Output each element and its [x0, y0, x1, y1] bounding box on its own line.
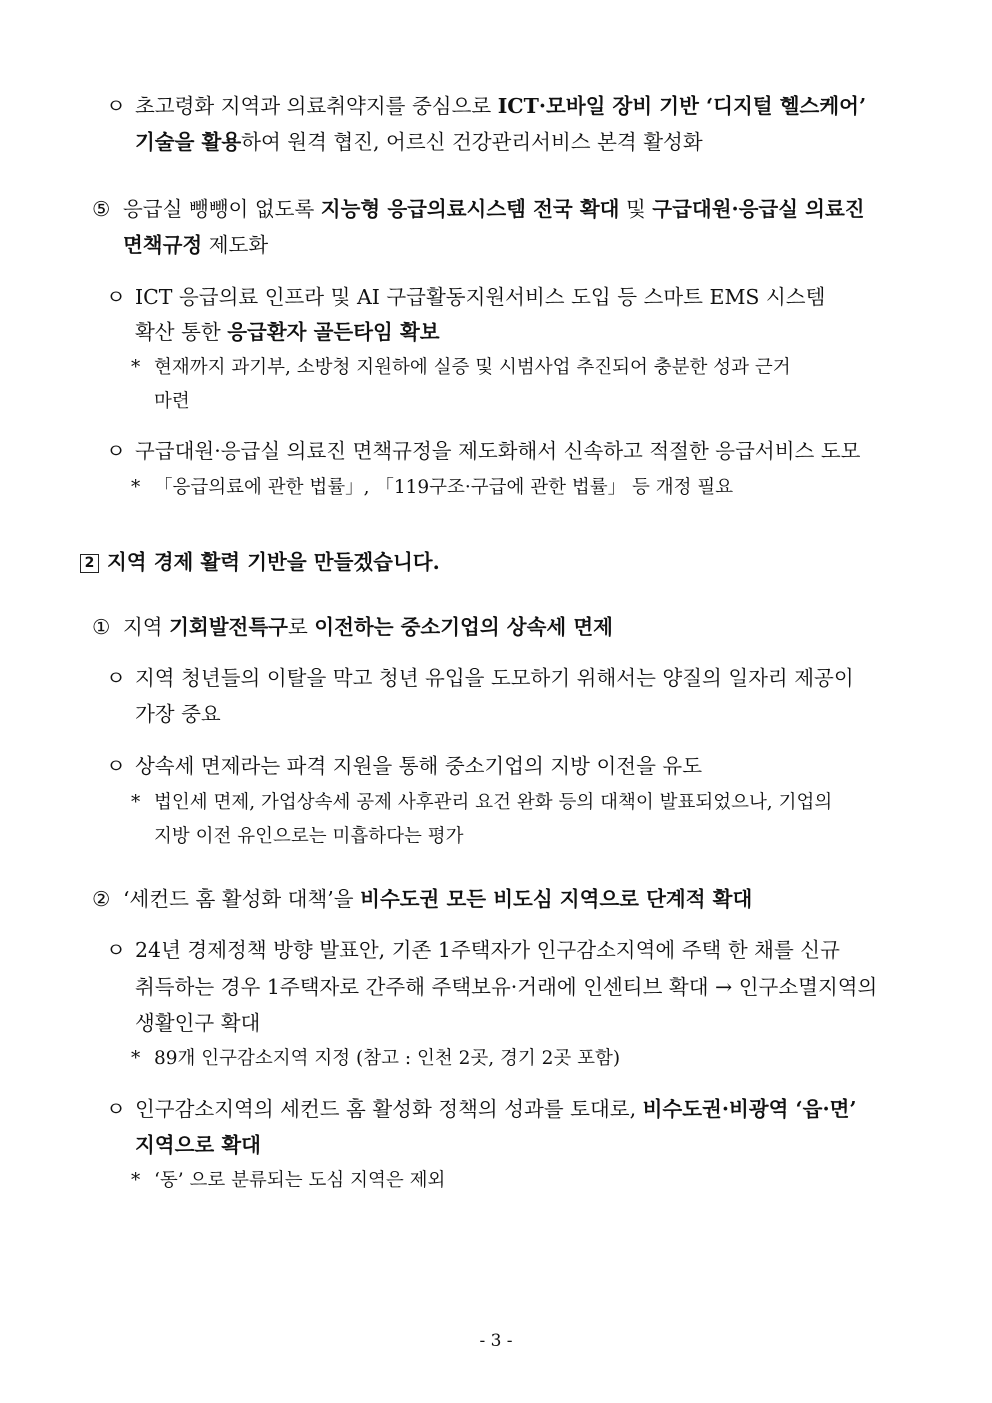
- bullet-marker: ㅇ: [106, 285, 126, 309]
- text-run: 인구감소지역의 세컨드 홈 활성화 정책의 성과를 토대로,: [135, 1097, 643, 1121]
- text-run: 초고령화 지역과 의료취약지를 중심으로: [135, 94, 498, 118]
- bullet-marker: ㅇ: [106, 94, 126, 118]
- note-marker: *: [131, 477, 141, 498]
- bullet-expansion-line1: [135, 1095, 913, 1123]
- bold-text-run: 지역으로 확대: [135, 1133, 261, 1157]
- bold-text-run: 응급환자 골든타임 확보: [227, 320, 440, 344]
- note-89-regions: 89개 인구감소지역 지정 (참고 : 인천 2곳, 경기 2곳 포함): [154, 1048, 621, 1069]
- bold-text-run: 면책규정: [123, 233, 203, 257]
- text-run: 로: [287, 615, 315, 639]
- bullet-expansion-line2: [135, 1131, 913, 1159]
- note-corporate-tax-line2: 지방 이전 유인으로는 미흡하다는 평가: [154, 826, 464, 847]
- bullet-marker: ㅇ: [106, 666, 126, 690]
- text-run: 하여 원격 협진, 어르신 건강관리서비스 본격 활성화: [241, 130, 703, 154]
- note-marker: *: [131, 357, 141, 378]
- section-number-box: 2: [80, 554, 99, 573]
- bullet-ems-line1: [135, 283, 913, 311]
- page-number: - 3 -: [479, 1331, 513, 1351]
- text-run: 지역: [123, 615, 170, 639]
- heading-second-home: [123, 885, 913, 913]
- heading-emergency-line1: [123, 195, 913, 223]
- bullet-immunity-line1: 구급대원·응급실 의료진 면책규정을 제도화해서 신속하고 적절한 응급서비스 도모: [135, 439, 861, 463]
- bold-text-run: 기술을 활용: [135, 130, 242, 154]
- text-run: 및: [619, 197, 653, 221]
- heading-marker: ①: [92, 615, 111, 639]
- note-corporate-tax-line1: 법인세 면제, 가업상속세 공제 사후관리 요건 완화 등의 대책이 발표되었으나, 기업의: [154, 792, 833, 813]
- text-run: 응급실 뺑뺑이 없도록: [123, 197, 321, 221]
- bullet-digital-health-line1: [135, 92, 913, 120]
- note-pilot-line2: 마련: [154, 391, 190, 412]
- heading-emergency-line2: [123, 231, 913, 259]
- bullet-marker: ㅇ: [106, 1097, 126, 1121]
- text-run: 제도화: [202, 233, 269, 257]
- bullet-youth-jobs-line2: 가장 중요: [135, 702, 221, 726]
- bold-text-run: 이전하는 중소기업의 상속세 면제: [314, 615, 613, 639]
- bullet-ems-line2: [135, 318, 913, 346]
- bullet-marker: ㅇ: [106, 938, 126, 962]
- section-2-title: 2 지역 경제 활력 기반을 만들겠습니다.: [80, 548, 440, 576]
- heading-marker: ②: [92, 887, 111, 911]
- bold-text-run: 지능형 응급의료시스템 전국 확대: [320, 197, 620, 221]
- note-law-revision: 「응급의료에 관한 법률」, 「119구조·구급에 관한 법률」 등 개정 필요: [154, 477, 734, 498]
- note-pilot-line1: 현재까지 과기부, 소방청 지원하에 실증 및 시범사업 추진되어 충분한 성과 근거: [154, 357, 791, 378]
- note-marker: *: [131, 1170, 141, 1191]
- bullet-digital-health-line2: [135, 128, 913, 156]
- note-exclude-dong: ‘동’ 으로 분류되는 도심 지역은 제외: [154, 1170, 446, 1191]
- bullet-policy-line3: 생활인구 확대: [135, 1011, 261, 1035]
- bold-text-run: ICT·모바일 장비 기반 ‘디지털 헬스케어’: [497, 94, 867, 118]
- text-run: 확산 통한: [135, 320, 228, 344]
- bullet-relocation: 상속세 면제라는 파격 지원을 통해 중소기업의 지방 이전을 유도: [135, 754, 703, 778]
- text-run: ICT 응급의료 인프라 및 AI 구급활동지원서비스 도입 등 스마트 EMS 시스템: [135, 285, 826, 309]
- note-marker: *: [131, 1048, 141, 1069]
- bold-text-run: 구급대원·응급실 의료진: [652, 197, 865, 221]
- note-marker: *: [131, 792, 141, 813]
- heading-inheritance-tax: [123, 613, 913, 641]
- bold-text-run: 기회발전특구: [169, 615, 288, 639]
- bullet-policy-line2: 취득하는 경우 1주택자로 간주해 주택보유·거래에 인센티브 확대 → 인구소멸지역의: [135, 975, 878, 999]
- text-run: ‘세컨드 홈 활성화 대책’을: [123, 887, 361, 911]
- bold-text-run: 비수도권 모든 비도심 지역으로 단계적 확대: [360, 887, 753, 911]
- bullet-marker: ㅇ: [106, 439, 126, 463]
- bullet-policy-line1: 24년 경제정책 방향 발표안, 기존 1주택자가 인구감소지역에 주택 한 채를 신규: [135, 938, 840, 962]
- heading-marker: ⑤: [92, 197, 111, 221]
- bullet-youth-jobs-line1: 지역 청년들의 이탈을 막고 청년 유입을 도모하기 위해서는 양질의 일자리 제공이: [135, 666, 854, 690]
- bold-text-run: 비수도권·비광역 ‘읍·면’: [642, 1097, 857, 1121]
- bullet-marker: ㅇ: [106, 754, 126, 778]
